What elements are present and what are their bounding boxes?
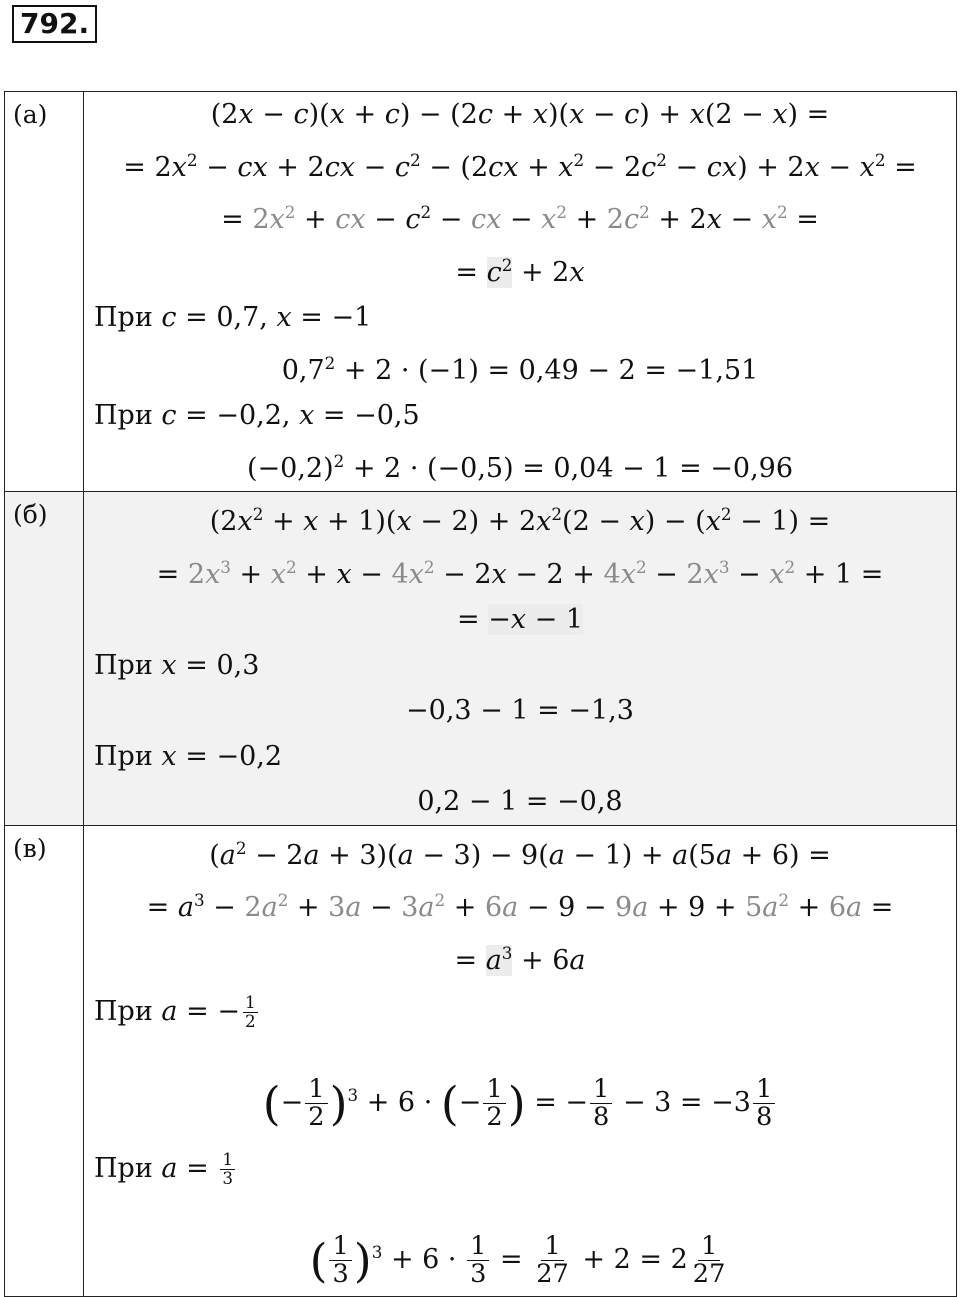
part-a-calc-1: $0,7^2 + 2 \cdot (-1) = 0,49 - 2 = -1,51$ (281, 352, 759, 386)
part-b-solution (84, 492, 957, 826)
part-c-label: (в) (5, 825, 84, 1297)
part-c-line-1: $(a^2 - 2a + 3)(a - 3) - 9(a - 1) + a(5a + 6)$ = (209, 837, 831, 871)
part-a-line-1: (2x − c)(x + c) − (2c + x)(x − c) + x(2 − x) = (210, 99, 830, 130)
part-b-calc-2: 0,2 − 1 = −0,8 (417, 786, 623, 817)
part-b-calc-1: −0,3 − 1 = −1,3 (406, 695, 634, 726)
part-c-row (5, 825, 957, 1297)
part-b-line-1: $(2x^2 + x + 1)(x - 2) + 2x^2(2 - x) - (x^2 - 1)$ = (209, 504, 831, 537)
part-c-solution (84, 825, 957, 1297)
part-a-row (5, 92, 957, 492)
part-b-label: (б) (5, 492, 84, 826)
part-a-line-2: = $2x^2$ − cx + $2cx - c^2 - (2cx + x^2 - 2c^2 - cx) + 2x - x^2$ = (123, 149, 917, 183)
task-number: 792. (12, 5, 97, 43)
part-a-solution (84, 92, 957, 492)
part-b-condition-1: При x = 0,3 (94, 649, 260, 681)
part-c-calc-2: ( $\frac{1}{3}$ )$^3$ + 6 · $\frac{1}{3}$ = $\frac{1}{27}$ + 2 = 2 $\frac{1}{27}$ (309, 1230, 726, 1289)
part-a-label: (а) (5, 92, 84, 492)
part-c-result: = $a^3 + 6a$ (454, 942, 586, 976)
part-c-condition-1: При a = − $\frac{1}{2}$ (94, 992, 256, 1031)
solution-table (4, 91, 957, 1297)
part-a-result: = $c^2 + 2x$ (455, 254, 585, 288)
part-a-condition-1: При c = 0,7, x = −1 (94, 302, 372, 333)
part-b-result: = −x − 1 (456, 604, 584, 635)
part-b-row (5, 492, 957, 826)
part-a-condition-2: При c = −0,2, x = −0,5 (94, 400, 420, 431)
part-b-condition-2: При x = −0,2 (94, 740, 283, 772)
part-c-line-2: = $a^3 - 2a^2 + 3a - 3a^2 + 6a - 9 - 9a + 9 + 5a^2 + 6a$ = (146, 890, 894, 923)
part-c-calc-1: (− $\frac{1}{2}$ )$^3$ + 6 · (− $\frac{1}{2}$ ) = − $\frac{1}{8}$ − 3 = −3 $\frac{1}{8}$ (90, 1041, 950, 1140)
part-a-line-3: = $2x^2$ + cx − $c^2$ − cx − $x^2 + 2c^2 + 2x - x^2$ = (221, 202, 819, 235)
part-c-condition-2: При a = $\frac{1}{3}$ (94, 1148, 233, 1188)
part-a-calc-2: $(-0,2)^2 + 2 \cdot (-0,5) = 0,04 - 1 = -0,96$ (246, 450, 794, 484)
part-b-line-2: = $2x^3 + x^2 + x - 4x^2 - 2x - 2 + 4x^2 - 2x^3 - x^2 + 1$ = (156, 556, 884, 590)
